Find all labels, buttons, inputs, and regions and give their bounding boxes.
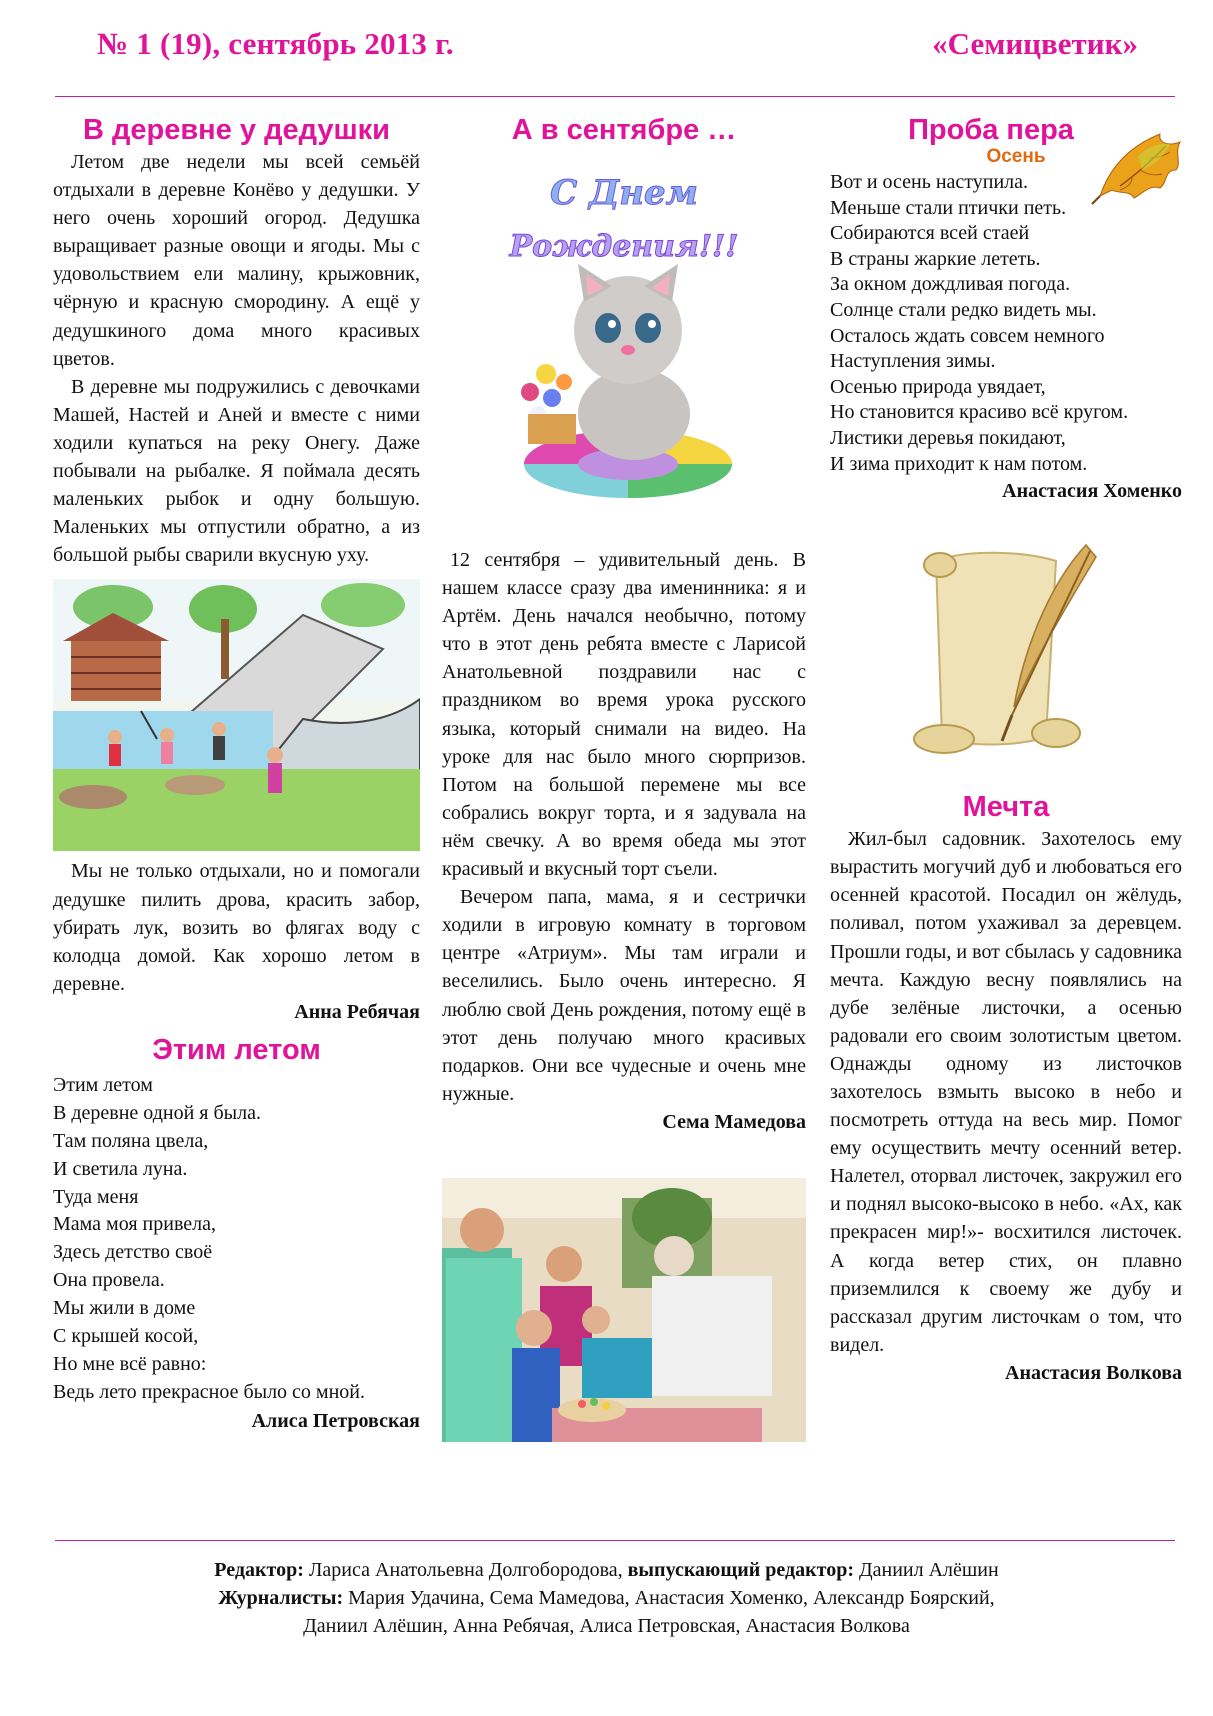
poem-author: Анастасия Хоменко: [1002, 480, 1182, 503]
poem-line: В деревне одной я была.: [53, 1101, 261, 1124]
poem-autumn: [830, 170, 1182, 477]
class-birthday-photo: [442, 1178, 806, 1442]
poem-line: Ведь лето прекрасное было со мной.: [53, 1380, 365, 1403]
poem-line: Собираются всей стаей: [830, 222, 1030, 245]
article-village-body: [53, 148, 420, 569]
poem-line: Солнце стали редко видеть мы.: [830, 298, 1097, 321]
article-author: Анна Ребячая: [294, 1000, 420, 1023]
poem-title-summer: Этим летом: [152, 1033, 321, 1066]
column-right: [830, 112, 1182, 1387]
header-divider: [55, 96, 1175, 97]
masthead: [0, 0, 1213, 100]
journalists-label: Журналисты:: [218, 1587, 344, 1609]
paragraph: Мы не только отдыхали, но и помогали дедушке пилить дрова, красить забор, убирать лук, возить во флягах воду с колодца домой. Как хорошо летом в деревне.: [53, 860, 420, 995]
article-author: Сема Мамедова: [662, 1110, 806, 1133]
scroll-quill-icon: [906, 537, 1106, 767]
footer-divider: [55, 1540, 1175, 1541]
column-middle: [442, 112, 806, 1442]
poem-line: И зима приходит к нам потом.: [830, 452, 1088, 475]
issue-number: № 1 (19), сентябрь 2013 г.: [97, 26, 454, 61]
paragraph: 12 сентября – удивительный день. В нашем классе сразу два именинника: я и Артём. День начался необычно, потому что в этот день ребята вместе с Ларисой Анатольевной поздравили нас с праздником во время урока русского языка, который снимали на видео. На уроке для нас было много сюрпризов. Потом на большой перемене мы все собрались вокруг торта, и я задувала на нём свечку. А во время обеда мы этот красивый и вкусный торт съели.: [442, 549, 806, 881]
editor-name: Лариса Анатольевна Долгобородова,: [308, 1559, 623, 1581]
poem-line: Листики деревья покидают,: [830, 426, 1066, 449]
poem-line: За окном дождливая погода.: [830, 273, 1071, 296]
poem-title-autumn: Осень: [986, 146, 1046, 167]
story-dream-body: [830, 825, 1182, 1359]
editor-label: Редактор:: [214, 1559, 304, 1581]
story-author: Анастасия Волкова: [1005, 1361, 1182, 1384]
paragraph: В деревне мы подружились с девочками Машей, Настей и Аней и вместе с ними ходили купаться на реку Онегу. Даже побывали на рыбалке. Я поймала десять маленьких рыбок и одну большую. Маленьких мы отпустили обратно, а из большой рыбы сварили вкусную уху.: [53, 375, 420, 567]
poem-line: В страны жаркие лететь.: [830, 247, 1041, 270]
poem-summer: [53, 1072, 420, 1407]
birthday-card-illustration: [508, 152, 740, 532]
card-greeting-line2: Рождения!!!: [509, 229, 739, 264]
poem-line: Меньше стали птички петь.: [830, 196, 1067, 219]
poem-author: Алиса Петровская: [251, 1409, 420, 1432]
column-left: [53, 112, 420, 1435]
paragraph: Жил-был садовник. Захотелось ему вырастить могучий дуб и любоваться его осенней красотой. Посадил он жёлудь, поливал, потом ухаживал за деревцем. Прошли годы, и вот сбылась у садовника мечта. Каждую весну появлялись на дубе зелёные листочки, а осенью радовали его своим золотистым цветом. Однажды одному из листочков захотелось взмыть высоко в небо и посмотреть оттуда на весь мир. Помог ему осуществить мечту осенний ветер. Налетел, оторвал листочек, закружил его и поднял высоко-высоко в небо. «Ах, как прекрасен мир!»- восхитился листочек. А когда ветер стих, он плавно приземлился к своему же дубу и рассказал другим листочкам о том, что видел.: [830, 828, 1182, 1356]
poem-line: Там поляна цвела,: [53, 1129, 209, 1152]
paragraph: Вечером папа, мама, я и сестрички ходили в игровую комнату в торговом центре «Атриум». Мы там играли и веселились. Было очень интересно. Я люблю свой День рождения, потому ещё в этот день получаю много красивых подарков. Они все чудесные и очень мне нужные.: [442, 886, 806, 1105]
release-editor-label: выпускающий редактор:: [627, 1559, 854, 1581]
poem-line: С крышей косой,: [53, 1325, 199, 1348]
article-september-body: [442, 546, 806, 1108]
story-title-dream: Мечта: [962, 791, 1050, 824]
poem-line: Мы жили в доме: [53, 1297, 196, 1320]
section-title-pen-trial: Проба пера: [908, 114, 1074, 146]
poem-line: Наступления зимы.: [830, 350, 996, 373]
poem-line: Но становится красиво всё кругом.: [830, 401, 1129, 424]
poem-line: Она провела.: [53, 1269, 165, 1292]
child-drawing-illustration: [53, 579, 420, 851]
article-title-village: В деревне у дедушки: [82, 114, 391, 146]
article-title-september: А в сентябре …: [511, 114, 737, 146]
journalists-line: [0, 1584, 1213, 1612]
poem-line: Осталось ждать совсем немного: [830, 324, 1105, 347]
card-greeting-line1: С Днем: [550, 173, 698, 213]
poem-line: Но мне всё равно:: [53, 1352, 207, 1375]
poem-line: Осенью природа увядает,: [830, 375, 1046, 398]
poem-line: Этим летом: [53, 1073, 153, 1096]
journalists-line-2: Даниил Алёшин, Анна Ребячая, Алиса Петровская, Анастасия Волкова: [303, 1615, 910, 1637]
poem-line: И светила луна.: [53, 1157, 188, 1180]
paragraph: Летом две недели мы всей семьёй отдыхали в деревне Конёво у дедушки. У него очень хороший огород. Дедушка выращивает разные овощи и ягоды. Мы с удовольствием ели малину, крыжовник, чёрную и красную смородину. А ещё у дедушкиного дома много красивых цветов.: [53, 151, 420, 370]
editors-line: [0, 1556, 1213, 1584]
editorial-footer: [0, 1556, 1213, 1640]
poem-line: Здесь детство своё: [53, 1241, 213, 1264]
poem-line: Вот и осень наступила.: [830, 171, 1029, 193]
article-village-body-continued: [53, 857, 420, 997]
journalists-names: Мария Удачина, Сема Мамедова, Анастасия Хоменко, Александр Боярский,: [348, 1587, 995, 1609]
release-editor-name: Даниил Алёшин: [858, 1559, 999, 1581]
newspaper-name: «Семицветик»: [932, 26, 1138, 61]
poem-line: Мама моя привела,: [53, 1213, 216, 1236]
poem-line: Туда меня: [53, 1185, 139, 1208]
